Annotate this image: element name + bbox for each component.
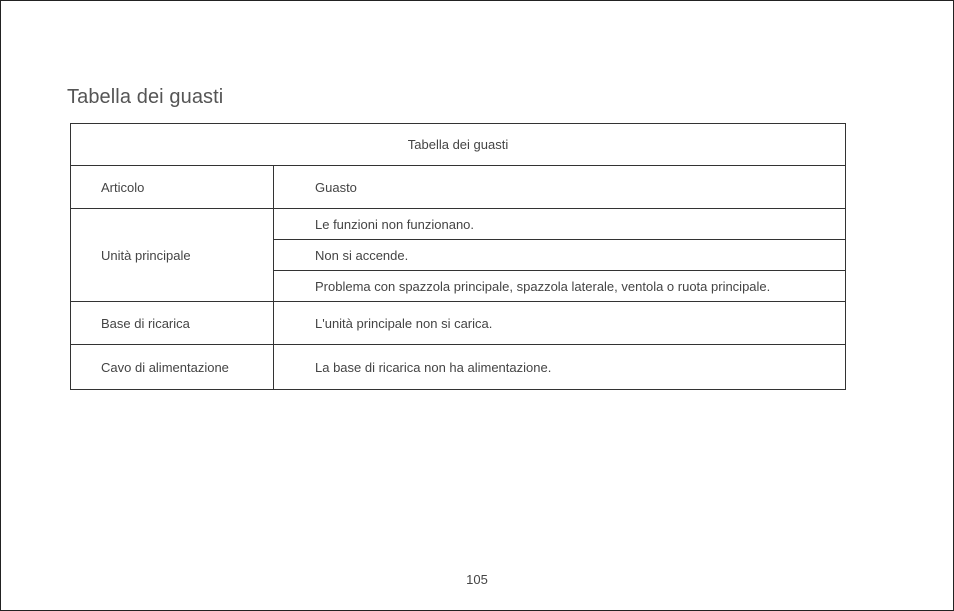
table-caption: Tabella dei guasti [71,124,846,166]
fault-cell: Le funzioni non funzionano. [274,209,846,240]
header-item: Articolo [71,166,274,209]
table-row [71,209,846,240]
table-caption-row [71,124,846,166]
item-cell-charging-base: Base di ricarica [71,302,274,345]
table-header-row [71,166,846,209]
item-cell-power-cable: Cavo di alimentazione [71,345,274,390]
table-row [71,345,846,390]
table-row [71,302,846,345]
fault-cell: Problema con spazzola principale, spazzola laterale, ventola o ruota principale. [274,271,846,302]
header-fault: Guasto [274,166,846,209]
page-title: Tabella dei guasti [67,86,224,108]
fault-cell: Non si accende. [274,240,846,271]
fault-table [70,123,846,390]
fault-cell: L'unità principale non si carica. [274,302,846,345]
fault-cell: La base di ricarica non ha alimentazione. [274,345,846,390]
item-cell-main-unit: Unità principale [71,209,274,302]
page-number: 105 [466,572,488,587]
